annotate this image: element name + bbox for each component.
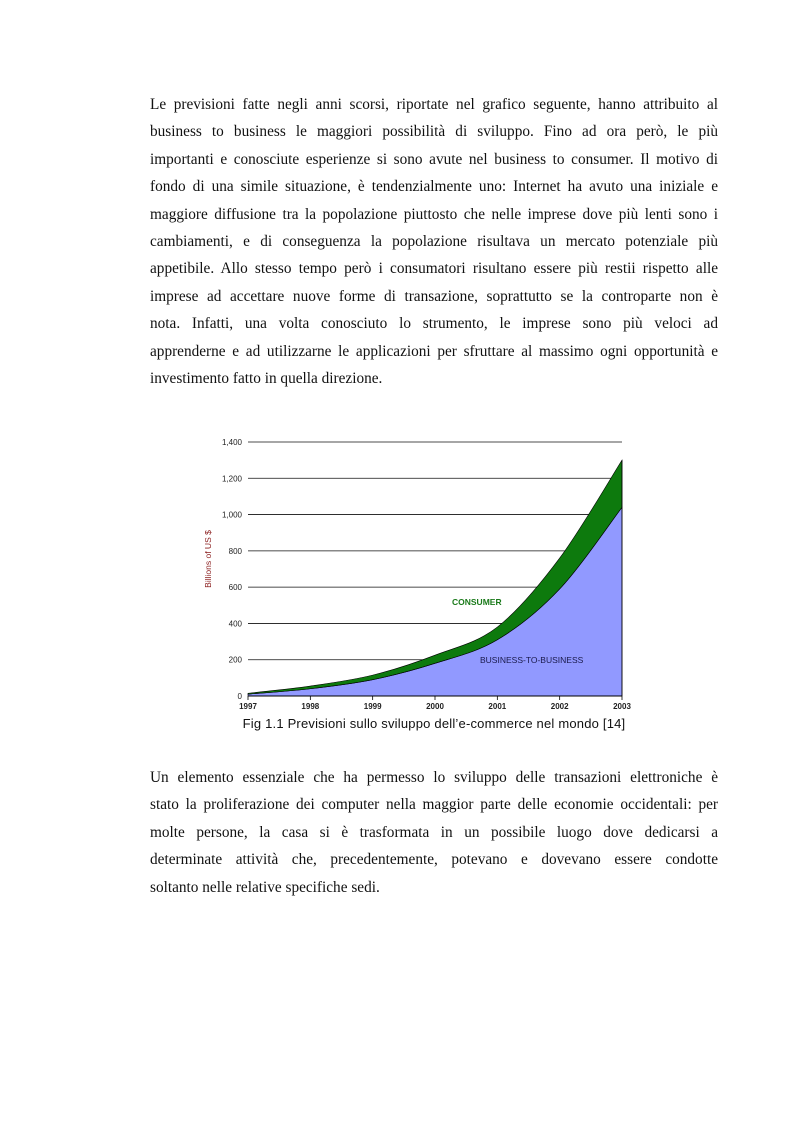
text-line: cambiamenti, e di conseguenza la popolazione risultava un mercato potenziale più <box>150 232 718 250</box>
y-axis-label: Billions of US $ <box>203 530 213 588</box>
text-line: molte persone, la casa si è trasformata in un possibile luogo dove dedicarsi a <box>150 823 718 841</box>
text-line: business to business le maggiori possibilità di sviluppo. Fino ad ora però, le più <box>150 123 718 141</box>
chart-svg <box>190 432 650 717</box>
text-line: importanti e conosciute esperienze si sono avute nel business to consumer. Il motivo di <box>150 150 718 168</box>
x-tick-label: 2000 <box>426 702 444 711</box>
text-line: soltanto nelle relative specifiche sedi. <box>150 878 380 896</box>
paragraph-conclusion <box>150 764 718 901</box>
series-label-business-to-business: BUSINESS-TO-BUSINESS <box>480 655 584 665</box>
paragraph-intro <box>150 91 718 392</box>
y-tick-label: 1,400 <box>221 438 242 447</box>
y-tick-label: 600 <box>228 583 242 593</box>
x-tick-label: 2003 <box>613 702 631 711</box>
y-tick-label: 0 <box>237 692 242 701</box>
y-tick-label: 200 <box>228 655 242 665</box>
x-tick-label: 2002 <box>550 702 569 711</box>
text-line: Un elemento essenziale che ha permesso lo sviluppo delle transazioni elettroniche è <box>150 769 718 786</box>
x-tick-label: 1998 <box>301 702 320 711</box>
y-tick-label: 1,200 <box>221 474 242 484</box>
y-tick-label: 800 <box>228 546 242 556</box>
y-tick-label: 1,000 <box>221 510 242 520</box>
text-line: stato la proliferazione dei computer nella maggior parte delle economie occidentali: per <box>150 796 718 814</box>
x-tick-label: 2001 <box>488 702 507 711</box>
area-business-to-business <box>248 507 622 696</box>
x-tick-label: 1999 <box>363 702 382 711</box>
figure-caption: Fig 1.1 Previsioni sullo sviluppo dell’e-commerce nel mondo [14] <box>242 716 626 731</box>
series-label-consumer: CONSUMER <box>452 597 502 607</box>
x-tick-label: 1997 <box>239 702 257 711</box>
text-line: imprese ad accettare nuove forme di transazione, soprattutto se la controparte non è <box>150 287 718 305</box>
text-line: maggiore diffusione tra la popolazione piuttosto che nelle imprese dove più lenti sono i <box>150 205 718 223</box>
text-line: determinate attività che, precedentemente, potevano e dovevano essere condotte <box>150 851 718 869</box>
text-line: investimento fatto in quella direzione. <box>150 369 383 387</box>
text-line: Le previsioni fatte negli anni scorsi, riportate nel grafico seguente, hanno attribuito al <box>150 96 718 113</box>
text-line: fondo di una simile situazione, è tendenzialmente uno: Internet ha avuto una iniziale e <box>150 178 718 196</box>
y-tick-label: 400 <box>228 619 242 629</box>
ecommerce-forecast-chart <box>190 432 650 717</box>
text-line: appetibile. Allo stesso tempo però i consumatori risultano essere più restii rispetto alle <box>150 260 718 278</box>
text-line: apprenderne e ad utilizzarne le applicazioni per sfruttare al massimo ogni opportunità e <box>150 342 718 360</box>
text-line: nota. Infatti, una volta conosciuto lo strumento, le imprese sono più veloci ad <box>150 315 718 333</box>
